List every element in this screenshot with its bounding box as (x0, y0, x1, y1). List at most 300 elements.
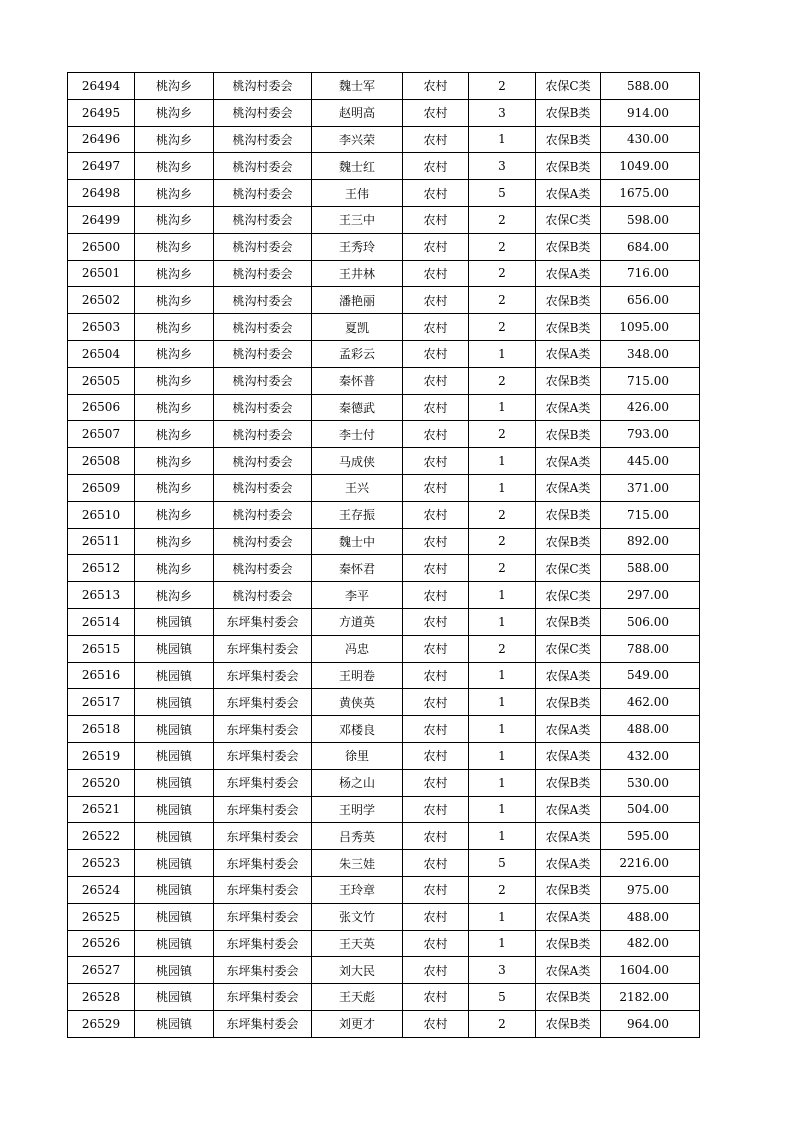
member-count-cell: 2 (469, 233, 536, 260)
table-row (68, 823, 700, 850)
table-row (68, 957, 700, 984)
household-type-cell: 农村 (403, 823, 469, 850)
village-cell: 桃沟村委会 (214, 314, 312, 341)
serial-cell: 26520 (68, 769, 135, 796)
name-cell: 朱三娃 (312, 850, 403, 877)
member-count-cell: 1 (469, 742, 536, 769)
name-cell: 邓楼良 (312, 716, 403, 743)
table-row (68, 99, 700, 126)
category-cell: 农保A类 (536, 474, 601, 501)
member-count-cell: 2 (469, 635, 536, 662)
category-cell: 农保A类 (536, 448, 601, 475)
township-cell: 桃园镇 (135, 823, 214, 850)
category-cell: 农保B类 (536, 501, 601, 528)
serial-cell: 26506 (68, 394, 135, 421)
township-cell: 桃园镇 (135, 984, 214, 1011)
amount-cell: 595.00 (601, 823, 700, 850)
serial-cell: 26528 (68, 984, 135, 1011)
township-cell: 桃沟乡 (135, 367, 214, 394)
township-cell: 桃沟乡 (135, 73, 214, 100)
name-cell: 夏凯 (312, 314, 403, 341)
village-cell: 东坪集村委会 (214, 662, 312, 689)
village-cell: 桃沟村委会 (214, 421, 312, 448)
table-row (68, 287, 700, 314)
member-count-cell: 2 (469, 528, 536, 555)
amount-cell: 598.00 (601, 206, 700, 233)
member-count-cell: 1 (469, 796, 536, 823)
household-type-cell: 农村 (403, 582, 469, 609)
category-cell: 农保C类 (536, 73, 601, 100)
name-cell: 冯忠 (312, 635, 403, 662)
village-cell: 东坪集村委会 (214, 876, 312, 903)
township-cell: 桃沟乡 (135, 153, 214, 180)
table-row (68, 796, 700, 823)
name-cell: 王三中 (312, 206, 403, 233)
village-cell: 桃沟村委会 (214, 501, 312, 528)
household-type-cell: 农村 (403, 73, 469, 100)
amount-cell: 656.00 (601, 287, 700, 314)
township-cell: 桃园镇 (135, 1010, 214, 1037)
member-count-cell: 2 (469, 314, 536, 341)
name-cell: 魏士军 (312, 73, 403, 100)
category-cell: 农保B类 (536, 876, 601, 903)
category-cell: 农保C类 (536, 635, 601, 662)
member-count-cell: 2 (469, 876, 536, 903)
table-row (68, 501, 700, 528)
category-cell: 农保B类 (536, 528, 601, 555)
member-count-cell: 1 (469, 340, 536, 367)
amount-cell: 684.00 (601, 233, 700, 260)
table-row (68, 528, 700, 555)
serial-cell: 26504 (68, 340, 135, 367)
category-cell: 农保B类 (536, 99, 601, 126)
table-row (68, 340, 700, 367)
village-cell: 东坪集村委会 (214, 930, 312, 957)
township-cell: 桃园镇 (135, 876, 214, 903)
table-row (68, 850, 700, 877)
member-count-cell: 2 (469, 555, 536, 582)
member-count-cell: 1 (469, 394, 536, 421)
township-cell: 桃沟乡 (135, 340, 214, 367)
household-type-cell: 农村 (403, 126, 469, 153)
name-cell: 赵明高 (312, 99, 403, 126)
township-cell: 桃园镇 (135, 742, 214, 769)
amount-cell: 892.00 (601, 528, 700, 555)
amount-cell: 348.00 (601, 340, 700, 367)
table-row (68, 555, 700, 582)
amount-cell: 716.00 (601, 260, 700, 287)
household-type-cell: 农村 (403, 367, 469, 394)
serial-cell: 26505 (68, 367, 135, 394)
serial-cell: 26509 (68, 474, 135, 501)
serial-cell: 26515 (68, 635, 135, 662)
village-cell: 桃沟村委会 (214, 260, 312, 287)
serial-cell: 26495 (68, 99, 135, 126)
name-cell: 方道英 (312, 608, 403, 635)
serial-cell: 26527 (68, 957, 135, 984)
township-cell: 桃园镇 (135, 662, 214, 689)
village-cell: 桃沟村委会 (214, 448, 312, 475)
category-cell: 农保B类 (536, 608, 601, 635)
category-cell: 农保A类 (536, 823, 601, 850)
township-cell: 桃园镇 (135, 796, 214, 823)
township-cell: 桃园镇 (135, 850, 214, 877)
household-type-cell: 农村 (403, 984, 469, 1011)
township-cell: 桃沟乡 (135, 555, 214, 582)
category-cell: 农保A类 (536, 180, 601, 207)
township-cell: 桃沟乡 (135, 394, 214, 421)
amount-cell: 426.00 (601, 394, 700, 421)
township-cell: 桃沟乡 (135, 501, 214, 528)
village-cell: 桃沟村委会 (214, 528, 312, 555)
village-cell: 桃沟村委会 (214, 340, 312, 367)
table-row (68, 903, 700, 930)
household-type-cell: 农村 (403, 796, 469, 823)
amount-cell: 715.00 (601, 367, 700, 394)
name-cell: 王天英 (312, 930, 403, 957)
category-cell: 农保B类 (536, 233, 601, 260)
serial-cell: 26511 (68, 528, 135, 555)
village-cell: 东坪集村委会 (214, 957, 312, 984)
table-row (68, 421, 700, 448)
category-cell: 农保A类 (536, 716, 601, 743)
serial-cell: 26507 (68, 421, 135, 448)
table-row (68, 742, 700, 769)
serial-cell: 26498 (68, 180, 135, 207)
village-cell: 桃沟村委会 (214, 153, 312, 180)
amount-cell: 914.00 (601, 99, 700, 126)
township-cell: 桃园镇 (135, 903, 214, 930)
township-cell: 桃园镇 (135, 716, 214, 743)
serial-cell: 26502 (68, 287, 135, 314)
category-cell: 农保C类 (536, 582, 601, 609)
category-cell: 农保B类 (536, 689, 601, 716)
amount-cell: 371.00 (601, 474, 700, 501)
village-cell: 桃沟村委会 (214, 233, 312, 260)
name-cell: 王存振 (312, 501, 403, 528)
table-row (68, 1010, 700, 1037)
household-type-cell: 农村 (403, 742, 469, 769)
amount-cell: 549.00 (601, 662, 700, 689)
name-cell: 徐里 (312, 742, 403, 769)
name-cell: 马成侠 (312, 448, 403, 475)
member-count-cell: 1 (469, 903, 536, 930)
serial-cell: 26517 (68, 689, 135, 716)
category-cell: 农保A类 (536, 742, 601, 769)
serial-cell: 26512 (68, 555, 135, 582)
serial-cell: 26499 (68, 206, 135, 233)
household-type-cell: 农村 (403, 474, 469, 501)
member-count-cell: 2 (469, 73, 536, 100)
household-type-cell: 农村 (403, 314, 469, 341)
amount-cell: 462.00 (601, 689, 700, 716)
household-type-cell: 农村 (403, 689, 469, 716)
amount-cell: 530.00 (601, 769, 700, 796)
township-cell: 桃沟乡 (135, 474, 214, 501)
serial-cell: 26529 (68, 1010, 135, 1037)
category-cell: 农保B类 (536, 1010, 601, 1037)
amount-cell: 2182.00 (601, 984, 700, 1011)
table-row (68, 474, 700, 501)
category-cell: 农保A类 (536, 340, 601, 367)
serial-cell: 26501 (68, 260, 135, 287)
table-row (68, 635, 700, 662)
table-row (68, 662, 700, 689)
member-count-cell: 3 (469, 153, 536, 180)
table-row (68, 876, 700, 903)
member-count-cell: 1 (469, 126, 536, 153)
township-cell: 桃园镇 (135, 769, 214, 796)
village-cell: 东坪集村委会 (214, 769, 312, 796)
name-cell: 秦德武 (312, 394, 403, 421)
township-cell: 桃沟乡 (135, 582, 214, 609)
member-count-cell: 1 (469, 608, 536, 635)
table-row (68, 260, 700, 287)
name-cell: 魏士中 (312, 528, 403, 555)
household-type-cell: 农村 (403, 876, 469, 903)
serial-cell: 26514 (68, 608, 135, 635)
table-row (68, 448, 700, 475)
township-cell: 桃沟乡 (135, 314, 214, 341)
amount-cell: 488.00 (601, 716, 700, 743)
member-count-cell: 1 (469, 582, 536, 609)
household-type-cell: 农村 (403, 448, 469, 475)
village-cell: 桃沟村委会 (214, 287, 312, 314)
serial-cell: 26494 (68, 73, 135, 100)
member-count-cell: 2 (469, 206, 536, 233)
village-cell: 桃沟村委会 (214, 99, 312, 126)
township-cell: 桃园镇 (135, 608, 214, 635)
category-cell: 农保A类 (536, 662, 601, 689)
amount-cell: 793.00 (601, 421, 700, 448)
amount-cell: 488.00 (601, 903, 700, 930)
name-cell: 王伟 (312, 180, 403, 207)
household-type-cell: 农村 (403, 957, 469, 984)
amount-cell: 975.00 (601, 876, 700, 903)
village-cell: 东坪集村委会 (214, 984, 312, 1011)
member-count-cell: 1 (469, 689, 536, 716)
village-cell: 东坪集村委会 (214, 823, 312, 850)
member-count-cell: 5 (469, 180, 536, 207)
serial-cell: 26519 (68, 742, 135, 769)
household-type-cell: 农村 (403, 608, 469, 635)
member-count-cell: 3 (469, 957, 536, 984)
category-cell: 农保A类 (536, 394, 601, 421)
name-cell: 孟彩云 (312, 340, 403, 367)
amount-cell: 432.00 (601, 742, 700, 769)
name-cell: 秦怀君 (312, 555, 403, 582)
household-type-cell: 农村 (403, 850, 469, 877)
member-count-cell: 2 (469, 501, 536, 528)
name-cell: 秦怀普 (312, 367, 403, 394)
table-row (68, 582, 700, 609)
amount-cell: 788.00 (601, 635, 700, 662)
serial-cell: 26522 (68, 823, 135, 850)
township-cell: 桃沟乡 (135, 233, 214, 260)
name-cell: 李平 (312, 582, 403, 609)
category-cell: 农保A类 (536, 903, 601, 930)
serial-cell: 26523 (68, 850, 135, 877)
amount-cell: 1049.00 (601, 153, 700, 180)
amount-cell: 482.00 (601, 930, 700, 957)
name-cell: 王明学 (312, 796, 403, 823)
name-cell: 杨之山 (312, 769, 403, 796)
village-cell: 东坪集村委会 (214, 716, 312, 743)
household-type-cell: 农村 (403, 99, 469, 126)
township-cell: 桃园镇 (135, 635, 214, 662)
member-count-cell: 1 (469, 769, 536, 796)
amount-cell: 588.00 (601, 555, 700, 582)
table-row (68, 153, 700, 180)
category-cell: 农保B类 (536, 930, 601, 957)
table-body (68, 73, 700, 1038)
category-cell: 农保B类 (536, 984, 601, 1011)
beneficiary-table (67, 72, 700, 1038)
amount-cell: 506.00 (601, 608, 700, 635)
household-type-cell: 农村 (403, 501, 469, 528)
category-cell: 农保B类 (536, 153, 601, 180)
category-cell: 农保B类 (536, 314, 601, 341)
table-row (68, 984, 700, 1011)
amount-cell: 504.00 (601, 796, 700, 823)
table-row (68, 930, 700, 957)
amount-cell: 1675.00 (601, 180, 700, 207)
name-cell: 刘大民 (312, 957, 403, 984)
household-type-cell: 农村 (403, 930, 469, 957)
household-type-cell: 农村 (403, 180, 469, 207)
township-cell: 桃沟乡 (135, 180, 214, 207)
category-cell: 农保B类 (536, 367, 601, 394)
township-cell: 桃沟乡 (135, 99, 214, 126)
category-cell: 农保B类 (536, 769, 601, 796)
serial-cell: 26496 (68, 126, 135, 153)
amount-cell: 297.00 (601, 582, 700, 609)
serial-cell: 26510 (68, 501, 135, 528)
name-cell: 王秀玲 (312, 233, 403, 260)
amount-cell: 2216.00 (601, 850, 700, 877)
name-cell: 张文竹 (312, 903, 403, 930)
serial-cell: 26526 (68, 930, 135, 957)
name-cell: 吕秀英 (312, 823, 403, 850)
household-type-cell: 农村 (403, 233, 469, 260)
township-cell: 桃沟乡 (135, 260, 214, 287)
serial-cell: 26524 (68, 876, 135, 903)
household-type-cell: 农村 (403, 340, 469, 367)
village-cell: 桃沟村委会 (214, 180, 312, 207)
member-count-cell: 2 (469, 260, 536, 287)
name-cell: 李士付 (312, 421, 403, 448)
household-type-cell: 农村 (403, 528, 469, 555)
township-cell: 桃沟乡 (135, 421, 214, 448)
amount-cell: 964.00 (601, 1010, 700, 1037)
village-cell: 桃沟村委会 (214, 474, 312, 501)
table-row (68, 180, 700, 207)
table-row (68, 689, 700, 716)
category-cell: 农保A类 (536, 957, 601, 984)
village-cell: 桃沟村委会 (214, 206, 312, 233)
category-cell: 农保B类 (536, 287, 601, 314)
name-cell: 李兴荣 (312, 126, 403, 153)
household-type-cell: 农村 (403, 903, 469, 930)
household-type-cell: 农村 (403, 260, 469, 287)
member-count-cell: 2 (469, 1010, 536, 1037)
table-row (68, 126, 700, 153)
township-cell: 桃沟乡 (135, 287, 214, 314)
amount-cell: 1095.00 (601, 314, 700, 341)
serial-cell: 26518 (68, 716, 135, 743)
name-cell: 王玲章 (312, 876, 403, 903)
village-cell: 东坪集村委会 (214, 850, 312, 877)
name-cell: 刘更才 (312, 1010, 403, 1037)
serial-cell: 26521 (68, 796, 135, 823)
village-cell: 东坪集村委会 (214, 635, 312, 662)
member-count-cell: 2 (469, 421, 536, 448)
name-cell: 王明卷 (312, 662, 403, 689)
table-row (68, 314, 700, 341)
name-cell: 王兴 (312, 474, 403, 501)
serial-cell: 26503 (68, 314, 135, 341)
member-count-cell: 2 (469, 287, 536, 314)
household-type-cell: 农村 (403, 1010, 469, 1037)
member-count-cell: 1 (469, 448, 536, 475)
member-count-cell: 1 (469, 474, 536, 501)
household-type-cell: 农村 (403, 555, 469, 582)
member-count-cell: 2 (469, 367, 536, 394)
table-row (68, 769, 700, 796)
village-cell: 桃沟村委会 (214, 555, 312, 582)
category-cell: 农保A类 (536, 796, 601, 823)
table-row (68, 73, 700, 100)
township-cell: 桃沟乡 (135, 126, 214, 153)
township-cell: 桃园镇 (135, 689, 214, 716)
category-cell: 农保C类 (536, 206, 601, 233)
member-count-cell: 1 (469, 930, 536, 957)
township-cell: 桃沟乡 (135, 206, 214, 233)
village-cell: 桃沟村委会 (214, 582, 312, 609)
table-row (68, 206, 700, 233)
name-cell: 王井林 (312, 260, 403, 287)
village-cell: 东坪集村委会 (214, 903, 312, 930)
name-cell: 黄侠英 (312, 689, 403, 716)
household-type-cell: 农村 (403, 394, 469, 421)
township-cell: 桃沟乡 (135, 448, 214, 475)
village-cell: 东坪集村委会 (214, 608, 312, 635)
member-count-cell: 5 (469, 984, 536, 1011)
amount-cell: 715.00 (601, 501, 700, 528)
household-type-cell: 农村 (403, 287, 469, 314)
serial-cell: 26500 (68, 233, 135, 260)
table-row (68, 716, 700, 743)
member-count-cell: 1 (469, 716, 536, 743)
village-cell: 桃沟村委会 (214, 367, 312, 394)
table-row (68, 608, 700, 635)
village-cell: 东坪集村委会 (214, 796, 312, 823)
table-row (68, 394, 700, 421)
serial-cell: 26508 (68, 448, 135, 475)
serial-cell: 26516 (68, 662, 135, 689)
village-cell: 东坪集村委会 (214, 1010, 312, 1037)
township-cell: 桃园镇 (135, 930, 214, 957)
member-count-cell: 1 (469, 823, 536, 850)
amount-cell: 430.00 (601, 126, 700, 153)
household-type-cell: 农村 (403, 662, 469, 689)
member-count-cell: 5 (469, 850, 536, 877)
serial-cell: 26513 (68, 582, 135, 609)
category-cell: 农保A类 (536, 850, 601, 877)
household-type-cell: 农村 (403, 206, 469, 233)
household-type-cell: 农村 (403, 635, 469, 662)
amount-cell: 1604.00 (601, 957, 700, 984)
